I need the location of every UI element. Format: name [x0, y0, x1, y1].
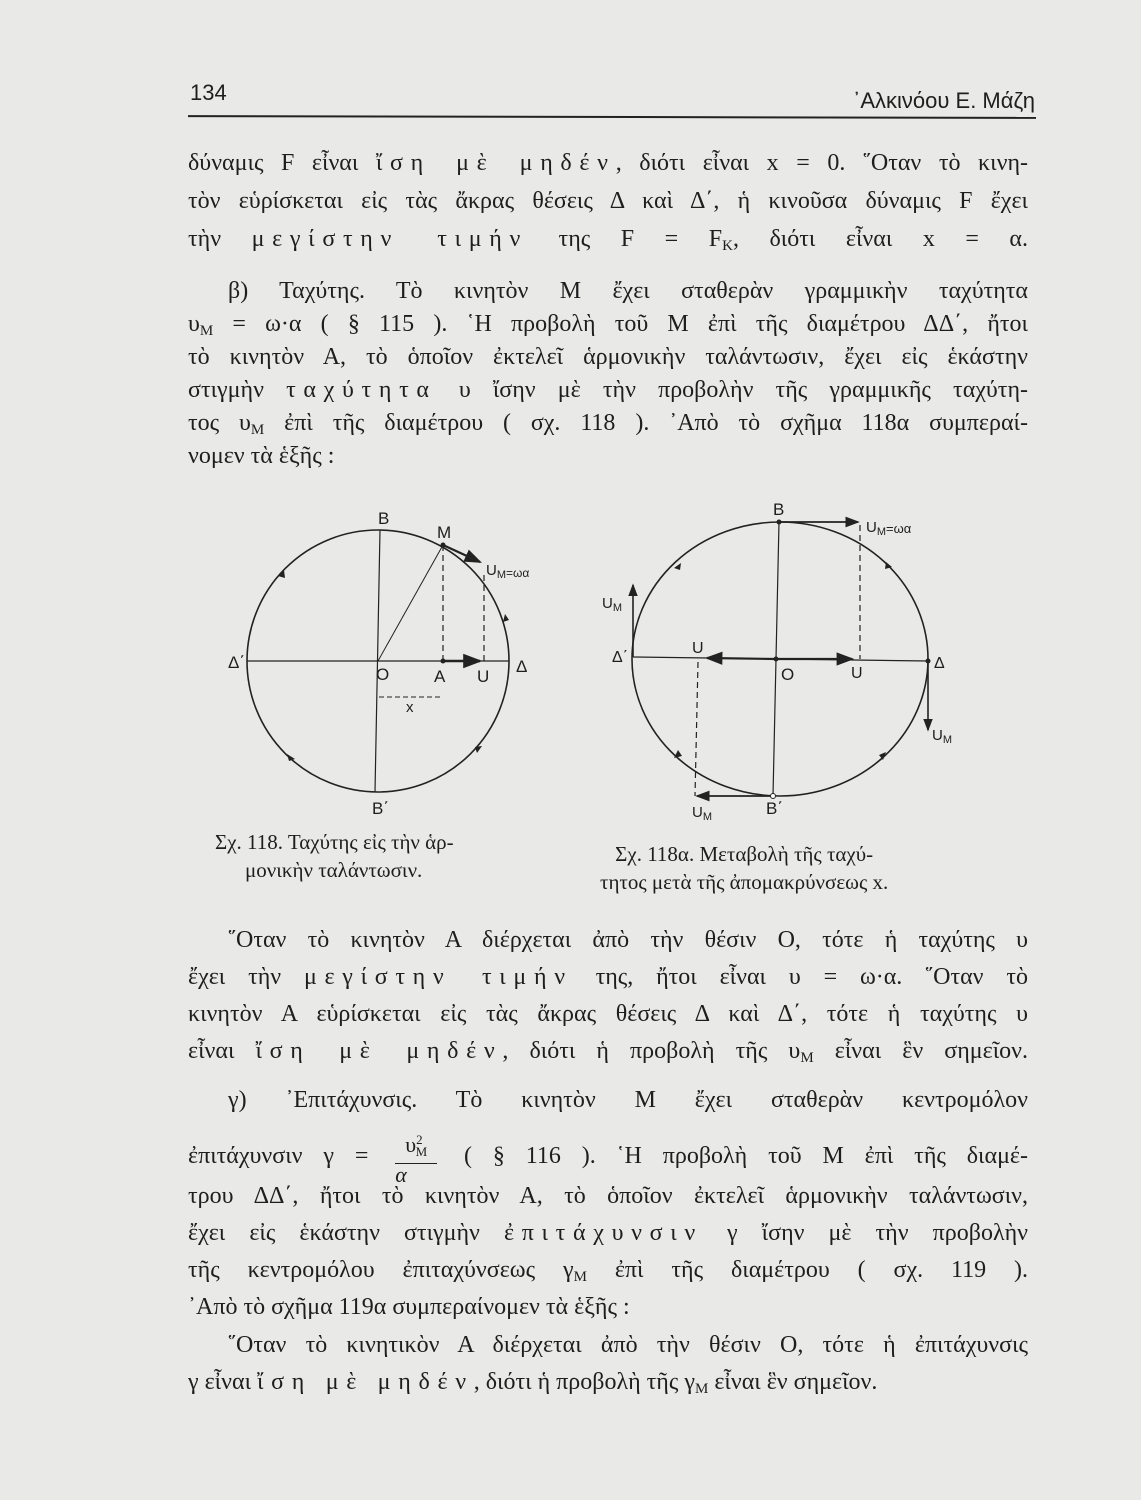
label-u-left: U	[692, 640, 704, 657]
text-line	[228, 276, 1028, 306]
caption-line: τητος μετὰ τῆς ἀπομακρύνσεως x.	[600, 870, 889, 894]
text-run: εἶναι	[188, 1038, 256, 1064]
emphasis-spaced-text: μεγίστην τιμήν	[251, 226, 529, 252]
text-line	[188, 186, 1028, 216]
text-run: δύναμις F εἶναι	[188, 150, 376, 176]
text-run: εἶναι ἓν σημεῖον.	[813, 1038, 1028, 1064]
text-run: τρου ΔΔ΄, ἤτοι τὸ κινητὸν Α, τὸ ὁποῖον ἐκτελεῖ ἁρμονικὴν ταλάντωσιν,	[188, 1183, 1028, 1209]
text-line	[188, 441, 1028, 471]
caption-fig-118a	[600, 840, 888, 896]
running-header-author: ᾿Αλκινόου Ε. Μάζη	[853, 88, 1035, 113]
text-run: υ	[188, 311, 200, 337]
text-line	[188, 1181, 1028, 1211]
label-b: B	[773, 500, 785, 519]
subscript: K	[722, 238, 733, 254]
text-line	[188, 1255, 1028, 1285]
direction-arrow-icon	[674, 750, 682, 758]
subscript: M	[199, 323, 214, 339]
label-a: A	[434, 667, 446, 686]
text-run: της F = F	[528, 226, 723, 252]
point-b-prime	[771, 794, 776, 799]
label-delta-prime: Δ΄	[228, 653, 246, 672]
subscript: M	[573, 1269, 587, 1285]
label-delta: Δ	[516, 657, 528, 676]
text-line	[188, 148, 1028, 178]
text-line	[188, 309, 1028, 339]
text-run: τῆς κεντρομόλου ἐπιταχύνσεως γ	[188, 1257, 574, 1283]
text-line	[188, 1367, 1028, 1397]
point-b	[777, 520, 782, 525]
header-rule	[188, 115, 1036, 119]
text-run: ἐπὶ τῆς διαμέτρου ( σχ. 119 ).	[586, 1257, 1028, 1283]
direction-arrow-icon	[674, 563, 681, 570]
label-o: O	[376, 665, 390, 684]
text-run: τος υ	[188, 410, 251, 436]
figure-118	[220, 500, 560, 820]
text-run: , διότι εἶναι x = 0. ῞Οταν τὸ κινη-	[615, 150, 1028, 176]
text-line	[188, 1036, 1028, 1066]
text-run: , διότι ἡ προβολὴ τῆς υ	[502, 1038, 801, 1064]
label-b: B	[378, 509, 390, 528]
text-line	[188, 375, 1028, 405]
label-o: O	[781, 665, 795, 684]
text-run: κινητὸν Α εὑρίσκεται εἰς τὰς ἄκρας θέσεις Δ καὶ Δ΄, τότε ἡ ταχύτης υ	[188, 1001, 1028, 1027]
text-run: ἐπὶ τῆς διαμέτρου ( σχ. 118 ). ᾿Απὸ τὸ σχῆμα 118α συμπεραί-	[264, 410, 1028, 436]
text-run: γ εἶναι	[188, 1369, 258, 1395]
text-line	[188, 408, 1028, 438]
text-run: της, ἤτοι εἶναι υ = ω·α. ῞Οταν τὸ	[572, 964, 1029, 990]
label-b-prime: B΄	[766, 799, 783, 818]
text-run: β) Ταχύτης. Τὸ κινητὸν Μ ἔχει σταθερὰν γραμμικὴν ταχύτητα	[228, 278, 1028, 304]
direction-arrow-icon	[287, 754, 295, 761]
text-line	[188, 999, 1028, 1029]
text-run: στιγμὴν	[188, 377, 287, 403]
text-run: ῞Οταν τὸ κινητὸν Α διέρχεται ἀπὸ τὴν θέσιν Ο, τότε ἡ ταχύτης υ	[228, 927, 1028, 953]
caption-line: Σχ. 118. Ταχύτης εἰς τὴν ἁρ-	[215, 830, 454, 854]
text-line	[188, 1218, 1028, 1248]
text-run: , διότι ἡ προβολὴ τῆς γ	[473, 1369, 695, 1395]
label-u: U	[477, 667, 490, 686]
text-run: εἶναι ἓν σημεῖον.	[708, 1369, 878, 1395]
text-run: γ ἴσην μὲ τὴν προβολὴν	[702, 1220, 1028, 1246]
text-run: ἔχει εἰς ἑκάστην στιγμὴν	[188, 1220, 504, 1246]
label-u-right: U	[851, 665, 863, 682]
point-a	[441, 659, 446, 664]
emphasis-spaced-text: μεγίστην τιμήν	[304, 964, 573, 990]
caption-fig-118	[215, 828, 454, 884]
emphasis-spaced-text: ἴση μὲ μηδέν	[375, 150, 616, 176]
fraction-numerator: $\upsilon^2M$	[395, 1129, 437, 1164]
label-m: M	[437, 523, 452, 542]
page-number: 134	[190, 80, 227, 105]
label-vm-bottom: $U_M$	[692, 804, 713, 823]
subscript: M	[250, 422, 265, 438]
formula-prefix: ἐπιτάχυνσιν γ =	[188, 1143, 369, 1169]
formula-suffix: ( § 116 ). ῾Η προβολὴ τοῦ Μ ἐπὶ τῆς διαμέ-	[464, 1143, 1029, 1169]
text-line	[188, 962, 1028, 992]
text-line	[228, 1330, 1028, 1360]
projection-dash-left	[695, 662, 698, 796]
formula-line	[188, 1128, 1029, 1187]
caption-line: Σχ. 118α. Μεταβολὴ τῆς ταχύ-	[615, 842, 874, 866]
subscript: M	[800, 1050, 814, 1066]
text-run: , διότι εἶναι x = α.	[732, 226, 1029, 252]
label-vm: $U_M=\omega\alpha$	[486, 562, 530, 581]
figure-118a	[590, 490, 990, 830]
caption-line: μονικὴν ταλάντωσιν.	[245, 858, 423, 882]
fraction-denominator: α	[395, 1161, 407, 1187]
text-run: τὸν εὑρίσκεται εἰς τὰς ἄκρας θέσεις Δ καὶ Δ΄, ἡ κινοῦσα δύναμις F ἔχει	[188, 188, 1028, 214]
emphasis-spaced-text: ταχύτητα	[286, 377, 437, 403]
text-line	[228, 1085, 1028, 1115]
text-run: ᾿Απὸ τὸ σχῆμα 119α συμπεραίνομεν τὰ ἑξῆς :	[188, 1294, 630, 1320]
fraction	[395, 1129, 437, 1186]
point-o	[774, 657, 779, 662]
text-run: τὸ κινητὸν Α, τὸ ὁποῖον ἐκτελεῖ ἁρμονικὴν ταλάντωσιν, ἔχει εἰς ἑκάστην	[188, 344, 1028, 370]
emphasis-spaced-text: ἴση μὲ μηδέν	[255, 1038, 503, 1064]
emphasis-spaced-text: ἐπιτάχυνσιν	[503, 1220, 703, 1246]
text-line	[228, 925, 1028, 955]
emphasis-spaced-text: ἴση μὲ μηδέν	[257, 1369, 474, 1395]
text-line	[188, 1292, 1028, 1322]
point-delta	[926, 659, 931, 664]
label-b-prime: B΄	[372, 799, 389, 818]
label-vm-left: $U_M$	[602, 595, 623, 614]
text-run: υ ἴσην μὲ τὴν προβολὴν τῆς γραμμικῆς ταχύτη-	[436, 377, 1028, 403]
label-delta: Δ	[934, 655, 945, 672]
subscript: M	[694, 1381, 709, 1397]
direction-arrow-icon	[503, 614, 509, 622]
text-run: νομεν τὰ ἑξῆς :	[188, 443, 335, 469]
text-run: ῞Οταν τὸ κινητικὸν Α διέρχεται ἀπὸ τὴν θέσιν Ο, τότε ἡ ἐπιτάχυνσις	[228, 1332, 1028, 1358]
text-run: = ω·α ( § 115 ). ῾Η προβολὴ τοῦ Μ ἐπὶ τῆς διαμέτρου ΔΔ΄, ἤτοι	[213, 311, 1028, 337]
text-run: γ) ᾿Επιτάχυνσις. Τὸ κινητὸν Μ ἔχει σταθερὰν κεντρομόλον	[228, 1087, 1028, 1113]
label-delta-prime: Δ΄	[612, 649, 629, 666]
label-vm-top: $U_M=\omega\alpha$	[866, 519, 912, 538]
direction-arrow-icon	[475, 746, 482, 753]
text-line	[188, 224, 1028, 254]
text-run: ἔχει τὴν	[188, 964, 304, 990]
point-m	[441, 543, 446, 548]
text-line	[188, 342, 1028, 372]
text-run: τὴν	[188, 226, 252, 252]
velocity-u-left-arrow	[707, 658, 776, 659]
label-x: x	[406, 699, 414, 716]
label-vm-right: $U_M$	[932, 727, 953, 746]
radius-om	[378, 545, 443, 661]
